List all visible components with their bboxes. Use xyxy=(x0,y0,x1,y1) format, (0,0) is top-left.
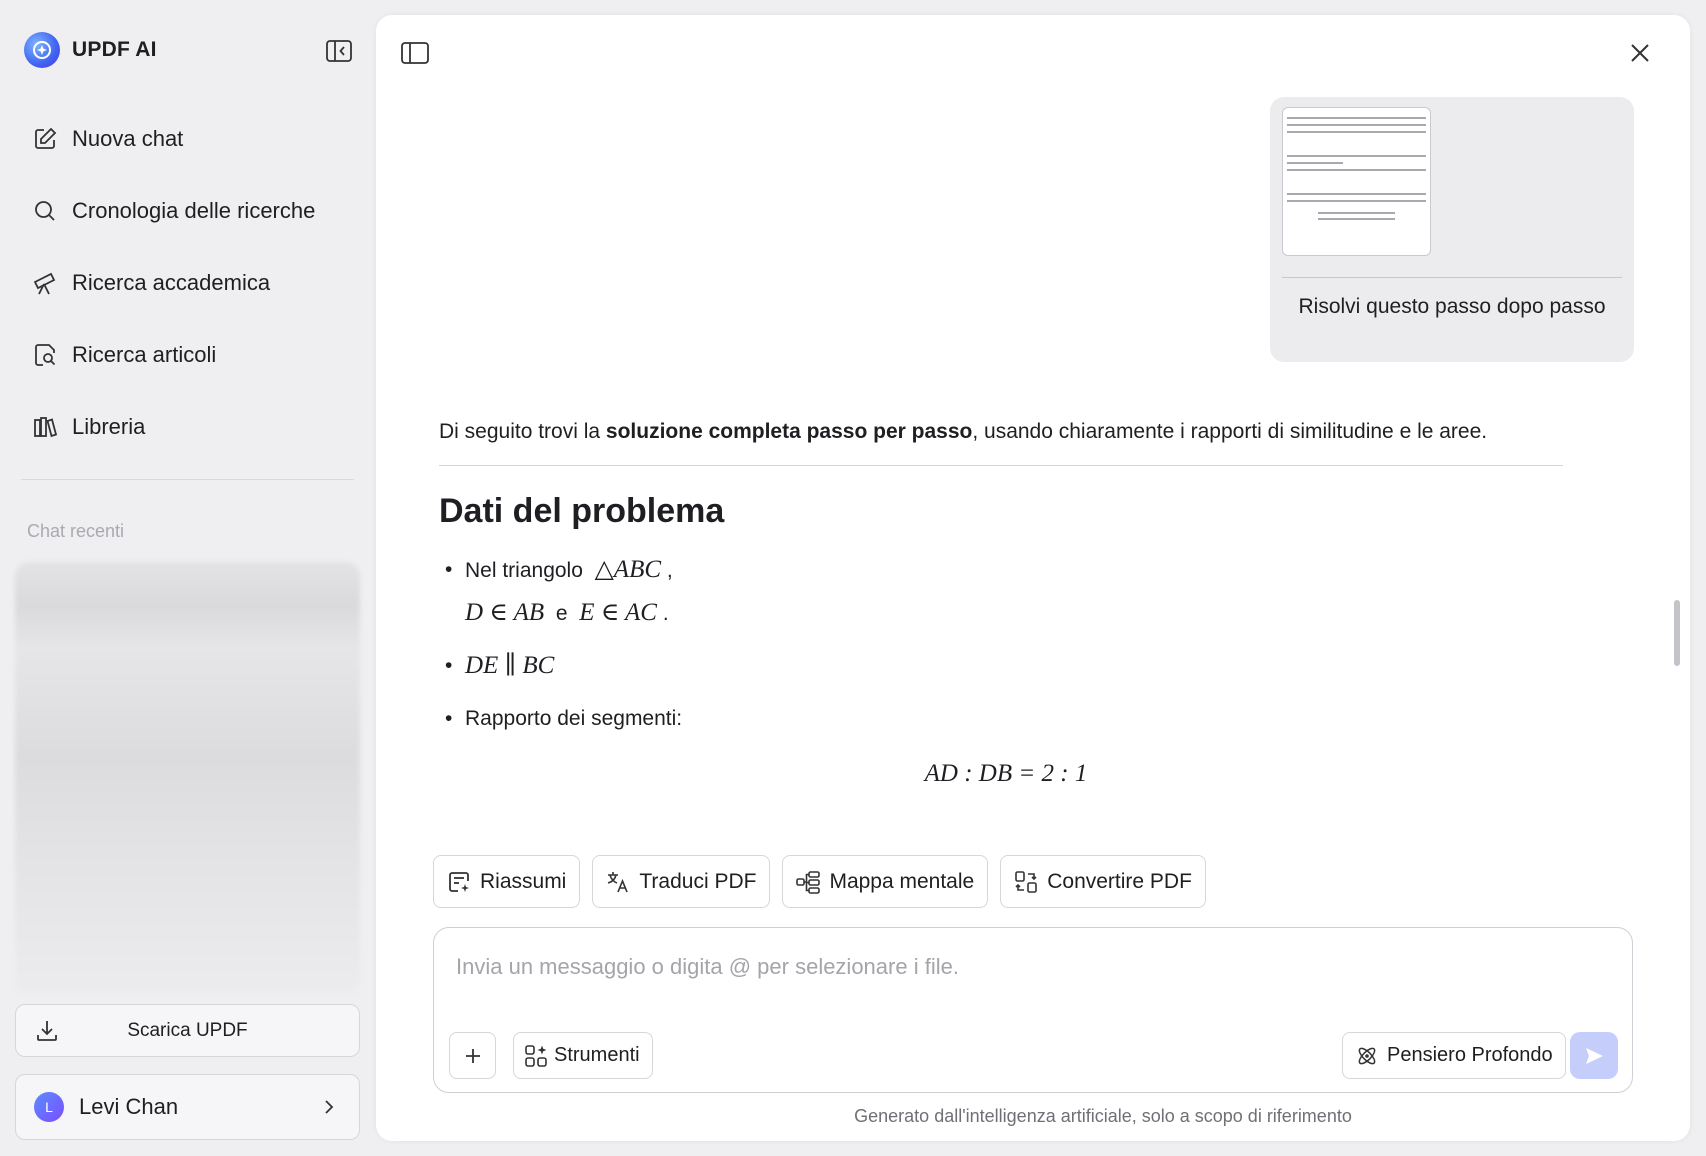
tool-label: Riassumi xyxy=(480,869,567,893)
intro-text: Di seguito trovi la xyxy=(439,420,606,443)
download-label: Scarica UPDF xyxy=(127,1019,248,1041)
sidebar-item-library[interactable] xyxy=(20,391,360,463)
chat-panel xyxy=(376,15,1690,1141)
sidebar-item-label: Ricerca articoli xyxy=(72,342,217,367)
tool-label: Convertire PDF xyxy=(1047,869,1192,893)
section-heading: Dati del problema xyxy=(439,492,725,530)
answer-intro xyxy=(439,415,1563,449)
math-expression: △ABC xyxy=(594,556,662,583)
deep-think-toggle[interactable] xyxy=(1342,1032,1566,1079)
brand xyxy=(24,32,157,68)
convert-pdf-button[interactable] xyxy=(1000,855,1206,908)
bullet-text: Nel triangolo xyxy=(465,559,583,582)
translate-icon xyxy=(605,869,631,895)
punctuation: , xyxy=(666,559,673,582)
sidebar-divider xyxy=(21,479,354,480)
recent-chats-title: Chat recenti xyxy=(27,521,125,541)
user-profile-button[interactable] xyxy=(15,1074,360,1140)
recent-chats-list[interactable] xyxy=(15,562,360,994)
sidebar-item-article-search[interactable] xyxy=(20,319,360,391)
deep-think-label: Pensiero Profondo xyxy=(1387,1044,1553,1066)
sidebar-item-label: Cronologia delle ricerche xyxy=(72,198,316,223)
message-input[interactable] xyxy=(456,954,1606,980)
math-expression: D ∈ AB xyxy=(465,599,545,626)
avatar: L xyxy=(34,1092,64,1122)
list-item xyxy=(439,645,1563,688)
app-name: UPDF AI xyxy=(72,38,157,61)
tool-label: Traduci PDF xyxy=(639,869,757,893)
sidebar-item-academic-search[interactable] xyxy=(20,247,360,319)
sidebar-item-history[interactable] xyxy=(20,175,360,247)
message-composer xyxy=(433,927,1633,1093)
user-message-bubble xyxy=(1270,97,1634,362)
library-icon xyxy=(32,414,58,440)
telescope-icon xyxy=(32,270,58,296)
user-message-text: Risolvi questo passo dopo passo xyxy=(1298,295,1606,318)
panel-toggle-icon[interactable] xyxy=(400,39,430,67)
ai-disclaimer: Generato dall'intelligenza artificiale, solo a scopo di riferimento xyxy=(854,1106,1352,1126)
tools-grid-icon xyxy=(524,1044,548,1068)
punctuation: . xyxy=(662,602,669,625)
send-button[interactable] xyxy=(1570,1032,1618,1079)
close-icon[interactable] xyxy=(1626,39,1654,67)
summary-icon xyxy=(446,869,472,895)
tools-button[interactable] xyxy=(513,1032,653,1079)
sidebar-item-label: Libreria xyxy=(72,414,146,439)
document-search-icon xyxy=(32,342,58,368)
list-item xyxy=(439,549,1563,635)
equation: AD : DB = 2 : 1 xyxy=(924,760,1088,787)
add-attachment-button[interactable] xyxy=(449,1032,496,1079)
download-updf-button[interactable] xyxy=(15,1004,360,1057)
problem-data-list xyxy=(439,549,1563,740)
math-expression: E ∈ AC xyxy=(579,599,657,626)
sidebar-nav xyxy=(20,103,360,463)
bullet-text: Rapporto dei segmenti: xyxy=(465,707,683,730)
message-divider xyxy=(1282,277,1622,278)
bullet-text: e xyxy=(555,602,568,625)
user-name: Levi Chan xyxy=(79,1094,179,1119)
scrollbar[interactable] xyxy=(1674,600,1680,666)
attached-image-thumbnail[interactable] xyxy=(1282,107,1431,256)
search-icon xyxy=(32,198,58,224)
mindmap-icon xyxy=(795,869,821,895)
convert-icon xyxy=(1013,869,1039,895)
translate-pdf-button[interactable] xyxy=(592,855,770,908)
summarize-button[interactable] xyxy=(433,855,580,908)
sidebar-collapse-icon[interactable] xyxy=(325,38,353,64)
quick-tools xyxy=(433,855,1206,908)
chevron-right-icon xyxy=(319,1097,339,1117)
plus-icon xyxy=(463,1046,483,1066)
sidebar-item-label: Nuova chat xyxy=(72,126,184,151)
mind-map-button[interactable] xyxy=(782,855,988,908)
atom-icon xyxy=(1355,1044,1379,1068)
intro-text-end: , usando chiaramente i rapporti di similitudine e le aree. xyxy=(972,420,1488,443)
updf-logo-icon xyxy=(24,32,60,68)
download-icon xyxy=(34,1018,60,1044)
sidebar xyxy=(0,0,372,1156)
ai-answer xyxy=(439,415,1563,788)
intro-bold-text: soluzione completa passo per passo xyxy=(605,420,973,443)
tools-label: Strumenti xyxy=(554,1044,640,1066)
edit-icon xyxy=(32,126,58,152)
answer-divider xyxy=(439,465,1563,466)
send-icon xyxy=(1583,1045,1605,1067)
sidebar-item-label: Ricerca accademica xyxy=(72,270,271,295)
math-expression: DE ∥ BC xyxy=(465,652,555,679)
list-item xyxy=(439,698,1563,740)
sidebar-item-new-chat[interactable] xyxy=(20,103,360,175)
tool-label: Mappa mentale xyxy=(829,869,975,893)
